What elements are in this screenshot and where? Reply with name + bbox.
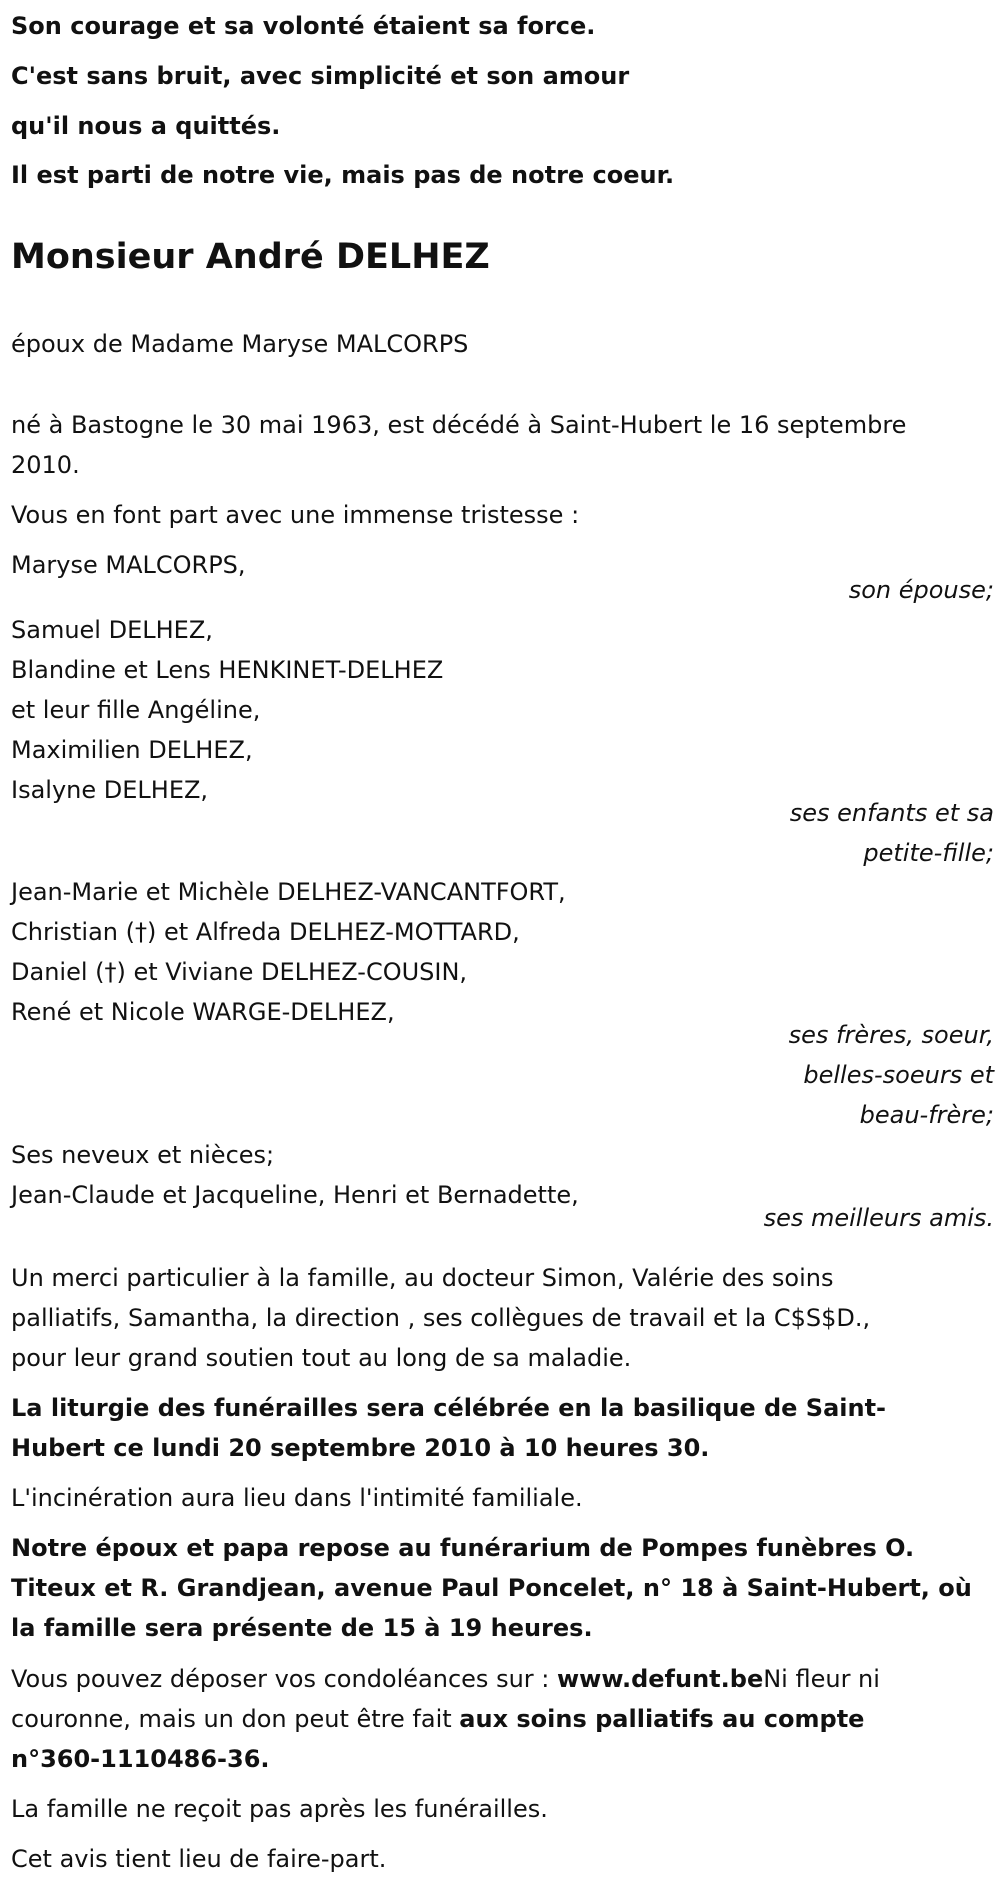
nephews-line: Ses neveux et nièces; — [11, 1141, 275, 1169]
children-relation-line-1: ses enfants et sa — [789, 799, 994, 827]
spouse-relation: son épouse; — [848, 576, 994, 604]
siblings-relation-line-2: belles-soeurs et — [803, 1061, 994, 1089]
deceased-name: Monsieur André DELHEZ — [11, 237, 490, 277]
liturgy-line-2: Hubert ce lundi 20 septembre 2010 à 10 heures 30. — [11, 1434, 710, 1462]
intro-line-4: Il est parti de notre vie, mais pas de notre coeur. — [11, 161, 675, 189]
donation-target: aux soins palliatifs au compte — [459, 1705, 865, 1733]
siblings-relation-line-3: beau-frère; — [859, 1101, 994, 1129]
children-relation-line-2: petite-fille; — [863, 839, 994, 867]
thanks-line-1: Un merci particulier à la famille, au docteur Simon, Valérie des soins — [11, 1264, 834, 1292]
child-name: Isalyne DELHEZ, — [11, 776, 209, 804]
intro-line-1: Son courage et sa volonté étaient sa force. — [11, 12, 596, 40]
donation-prefix: couronne, mais un don peut être fait — [11, 1705, 460, 1733]
child-name: Maximilien DELHEZ, — [11, 736, 253, 764]
friends-relation: ses meilleurs amis. — [763, 1204, 994, 1232]
thanks-line-3: pour leur grand soutien tout au long de sa maladie. — [11, 1344, 632, 1372]
sibling-name: Christian (†) et Alfreda DELHEZ-MOTTARD, — [11, 918, 520, 946]
no-reception-line: La famille ne reçoit pas après les funérailles. — [11, 1795, 548, 1823]
spouse-line: époux de Madame Maryse MALCORPS — [11, 330, 469, 358]
intro-line-3: qu'il nous a quittés. — [11, 112, 281, 140]
sibling-name: Jean-Marie et Michèle DELHEZ-VANCANTFORT, — [11, 878, 566, 906]
friends-names: Jean-Claude et Jacqueline, Henri et Bernadette, — [11, 1181, 579, 1209]
child-name: Blandine et Lens HENKINET-DELHEZ — [11, 656, 444, 684]
cremation-line: L'incinération aura lieu dans l'intimité familiale. — [11, 1484, 583, 1512]
condolences-line-1 — [11, 1659, 880, 1699]
sibling-name: Daniel (†) et Viviane DELHEZ-COUSIN, — [11, 958, 468, 986]
child-name: et leur fille Angéline, — [11, 696, 261, 724]
child-name: Samuel DELHEZ, — [11, 616, 213, 644]
spouse-name: Maryse MALCORPS, — [11, 551, 246, 579]
closing-line: Cet avis tient lieu de faire-part. — [11, 1845, 387, 1873]
condolences-suffix: Ni fleur ni — [763, 1665, 880, 1693]
siblings-relation-line-1: ses frères, soeur, — [788, 1021, 994, 1049]
announcement: Vous en font part avec une immense tristesse : — [11, 501, 580, 529]
condolences-line-2 — [11, 1699, 864, 1739]
funerarium-line-3: la famille sera présente de 15 à 19 heures. — [11, 1614, 593, 1642]
funerarium-line-2: Titeux et R. Grandjean, avenue Paul Poncelet, n° 18 à Saint-Hubert, où — [11, 1574, 972, 1602]
birth-death-line-1: né à Bastogne le 30 mai 1963, est décédé à Saint-Hubert le 16 septembre — [11, 411, 907, 439]
funerarium-line-1: Notre époux et papa repose au funérarium de Pompes funèbres O. — [11, 1534, 915, 1562]
condolences-prefix: Vous pouvez déposer vos condoléances sur : — [11, 1665, 557, 1693]
birth-death-line-2: 2010. — [11, 451, 80, 479]
sibling-name: René et Nicole WARGE-DELHEZ, — [11, 998, 395, 1026]
condolences-website-link[interactable]: www.defunt.be — [557, 1665, 764, 1693]
liturgy-line-1: La liturgie des funérailles sera célébrée en la basilique de Saint- — [11, 1394, 887, 1422]
thanks-line-2: palliatifs, Samantha, la direction , ses collègues de travail et la C$S$D., — [11, 1304, 871, 1332]
donation-account: n°360-1110486-36. — [11, 1745, 270, 1773]
intro-line-2: C'est sans bruit, avec simplicité et son amour — [11, 62, 630, 90]
